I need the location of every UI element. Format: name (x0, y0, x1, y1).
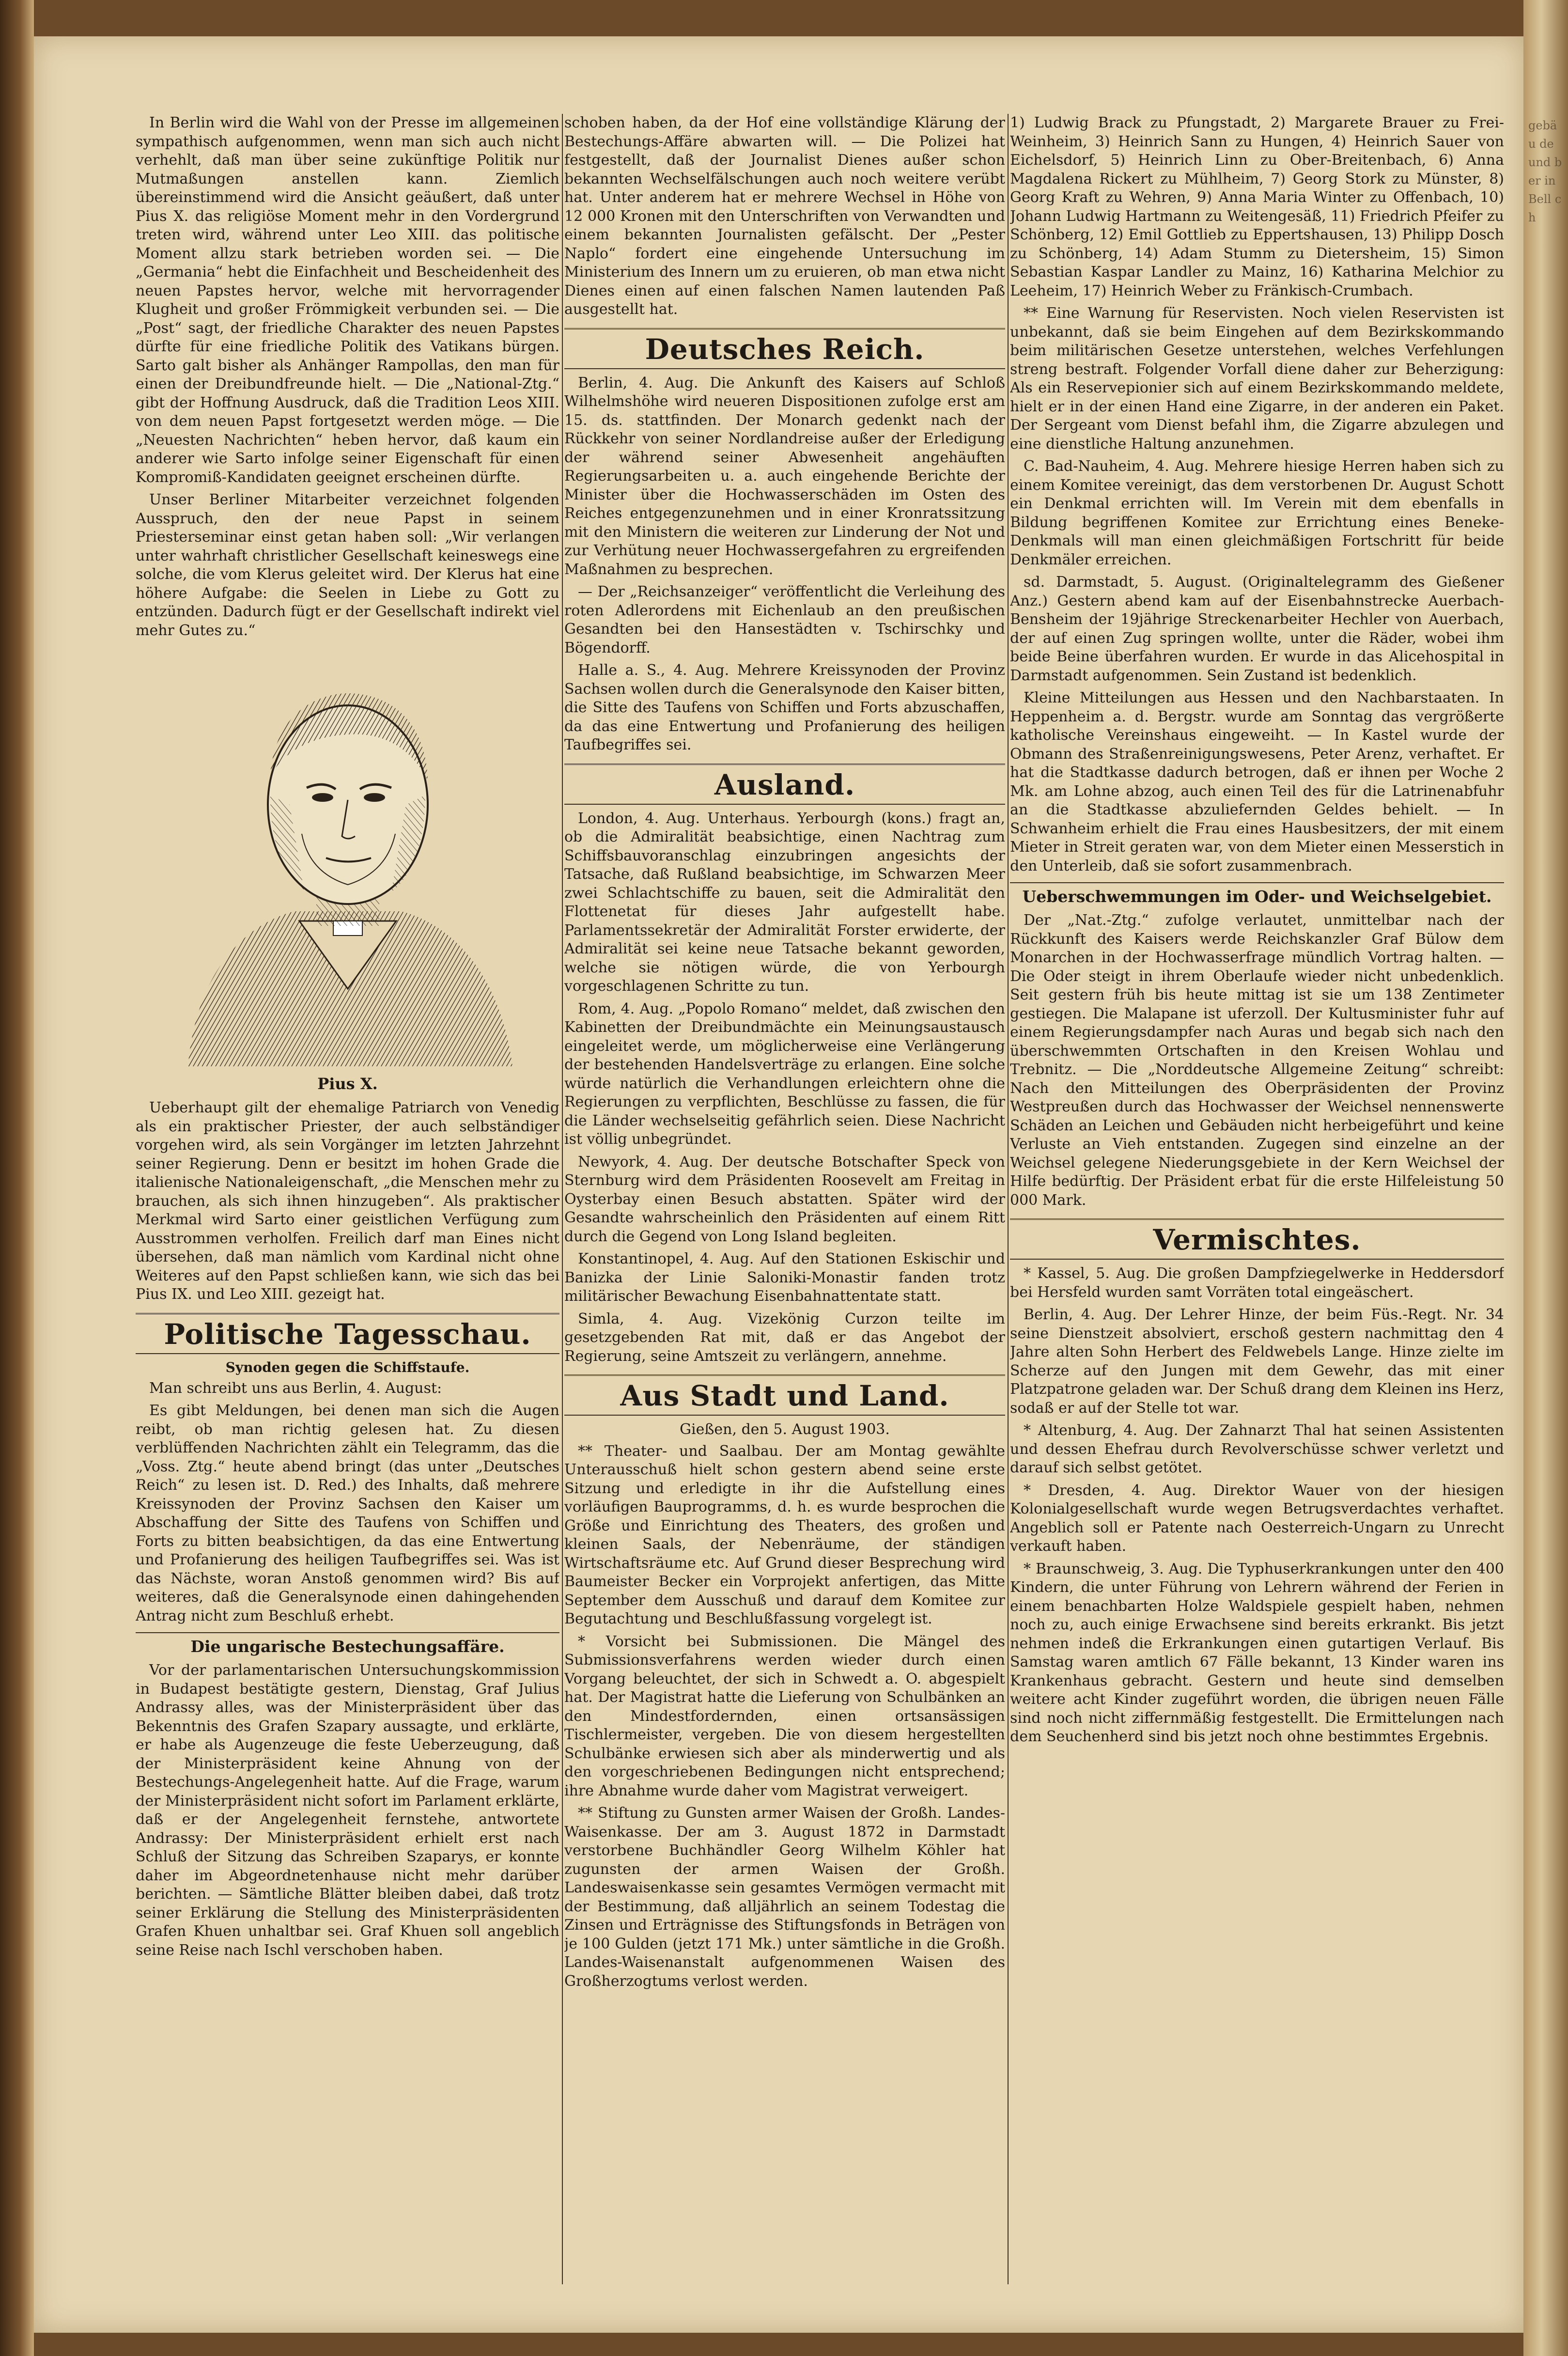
article-braunschweig: * Braunschweig, 3. Aug. Die Typhuserkrankungen unter den 400 Kindern, die unter Führung von Lehrern während der Ferien in einem benachbarten Holze Waldspiele gespielt haben, nehmen noch zu, auch einige Erwachsene sind bereits erkrankt. Bis jetzt nehmen indeß die Erkrankungen einen gutartigen Verlauf. Bis Samstag waren amtlich 67 Fälle bekannt, 13 Kinder waren ins Krankenhaus gebracht. Gestern und heute sind demselben weitere acht Kinder zugeführt worden, die übrigen neuen Fälle sind noch nicht ziffernmäßig festgestellt. Die Ermittelungen nach dem Seuchenherd sind bis jetzt noch ohne bestimmtes Ergebnis. (1010, 1560, 1504, 1745)
article-rom: Rom, 4. Aug. „Popolo Romano“ meldet, daß zwischen den Kabinetten der Dreibundmächte ein Meinungsaustausch eingeleitet werde, um möglicherweise eine Verlängerung der bestehenden Handelsverträge zu erlangen. Eine solche würde natürlich die Verhandlungen erleichtern ohne die Regierungen zu verpflichten, Beschlüsse zu fassen, die für die Länder wechselseitig gefährlich seien. Diese Nachricht ist völlig unbegründet. (564, 1000, 1005, 1148)
article-halle: Halle a. S., 4. Aug. Mehrere Kreissynoden der Provinz Sachsen wollen durch die Generalsynode den Kaiser bitten, die Sitte des Taufens von Schiffen und Forts abzuschaffen, da das eine Entwertung und Profanierung des heiligen Taufbegriffes sei. (564, 662, 1005, 753)
section-heading-ausland: Ausland. (564, 764, 1005, 805)
dateline: Gießen, den 5. August 1903. (680, 1421, 890, 1438)
section-heading-stadt-land: Aus Stadt und Land. (564, 1374, 1005, 1416)
article-london: London, 4. Aug. Unterhaus. Yerbourgh (kons.) fragt an, ob die Admiralität beabsichtige, einen Nachtrag zum Schiffsbauvoranschlag einzubringen angesichts der Tatsache, daß Rußland beabsichtige, im Schwarzen Meer zwei Schlachtschiffe zu bauen, seit die Admiralität den Flottenetat für dieses Jahr aufgestellt habe. Parlamentssekretär der Admiralität Forster erwiderte, der Admiralität sei keine neue Tatsache bekannt geworden, welche sie nötigen würde, die von Yerbourgh vorgeschlagenen Schritte zu tun. (564, 810, 1005, 995)
article-pope-berlin: In Berlin wird die Wahl von der Presse im allgemeinen sympathisch aufgenommen, wenn man sich auch nicht verhehlt, daß man über seine zukünftige Politik nur Mutmaßungen anstellen kann. Ziemlich übereinstimmend wird die Ansicht geäußert, daß unter Pius X. das religiöse Moment mehr in den Vordergrund treten wird, während unter Leo XIII. das politische Moment allzu stark betrieben worden sei. — Die „Germania“ hebt die Einfachheit und Bescheidenheit des neuen Papstes hervor, welche mit hervorragender Klugheit und großer Frömmigkeit verbunden sei. — Die „Post“ sagt, der friedliche Charakter des neuen Papstes dürfte für eine friedliche Politik des Vatikans bürgen. Sarto galt bisher als Anhänger Rampollas, den man für einen der Dreibundfreunde hielt. — Die „National-Ztg.“ gibt der Hoffnung Ausdruck, daß die Tradition Leos XIII. von dem neuen Papst fortgesetzt werden möge. — Die „Neuesten Nachrichten“ heben hervor, daß kaum ein anderer wie Sarto infolge seiner Eigenschaft für einen Kompromiß-Kandidaten geeignet erscheinen dürfte. (136, 114, 559, 486)
article-berlin-hinze: Berlin, 4. Aug. Der Lehrer Hinze, der beim Füs.-Regt. Nr. 34 seine Dienstzeit absolviert, erschoß gestern nachmittag den 4 Jahre alten Sohn Herbert des Feldwebels Lange. Hinze zielte im Scherze auf den Jungen mit dem Gewehr, das mit einer Platzpatrone geladen war. Der Schuß drang dem Kleinen ins Herz, sodaß er auf der Stelle tot war. (1010, 1306, 1504, 1417)
article-hungary-continued: schoben haben, da der Hof eine vollständige Klärung der Bestechungs-Affäre abwarten will. — Die Polizei hat festgestellt, daß der Journalist Dienes außer schon bekannten Wechselfälschungen auch noch weitere verübt hat. Unter anderem hat er mehrere Wechsel in Höhe von 12 000 Kronen mit den Unterschriften von Verwandten und einem bekannten Journalisten gefälscht. Der „Pester Naplo“ fordert eine eingehende Untersuchung im Ministerium des Innern um zu eruieren, ob man etwa nicht Dienes einen auf einen falschen Namen lautenden Paß ausgestellt hat. (564, 114, 1005, 318)
section-heading-reich: Deutsches Reich. (564, 328, 1005, 369)
column-rule-1 (562, 114, 563, 2284)
article-berlin-kaiser: Berlin, 4. Aug. Die Ankunft des Kaisers auf Schloß Wilhelmshöhe wird neueren Dispositionen zufolge erst am 15. ds. stattfinden. Der Monarch gedenkt nach der Rückkehr von seiner Nordlandreise außer der Erledigung der während seiner Abwesenheit angehäuften Regierungsarbeiten u. a. auch eingehende Berichte der Minister über die Hochwasserschäden im Osten des Reiches entgegenzunehmen und in einer Kronratssitzung mit den Ministern die weiteren zur Linderung der Not und zur Verhütung neuer Hochwassergefahren zu ergreifenden Maßnahmen zu besprechen. (564, 374, 1005, 578)
article-altenburg: * Altenburg, 4. Aug. Der Zahnarzt Thal hat seinen Assistenten und dessen Ehefrau durch Revolverschüsse schwer verletzt und darauf sich selbst getötet. (1010, 1422, 1504, 1476)
subheading-synods: Synoden gegen die Schiffstaufe. (225, 1359, 470, 1375)
article-kassel: * Kassel, 5. Aug. Die großen Dampfziegelwerke in Heddersdorf bei Hersfeld wurden samt Vorräten total eingeäschert. (1010, 1265, 1504, 1301)
article-waisen-list: 1) Ludwig Brack zu Pfungstadt, 2) Margarete Brauer zu Frei-Weinheim, 3) Heinrich Sann zu Hungen, 4) Heinrich Sauer von Eichelsdorf, 5) Heinrich Linn zu Ober-Breitenbach, 6) Anna Magdalena Rickert zu Mühlheim, 7) Georg Stork zu Münster, 8) Georg Kraft zu Wehren, 9) Anna Maria Winter zu Offenbach, 10) Johann Ludwig Hartmann zu Weitengesäß, 11) Friedrich Pfeifer zu Schönberg, 12) Emil Gottlieb zu Eppertshausen, 13) Philipp Dosch zu Schönberg, 14) Adam Stumm zu Dietersheim, 15) Simon Sebastian Kaspar Landler zu Mainz, 16) Katharina Melchior zu Leeheim, 17) Heinrich Weber zu Fränkisch-Crumbach. (1010, 114, 1504, 299)
article-hungary-body: Vor der parlamentarischen Untersuchungskommission in Budapest bestätigte gestern, Dienstag, Graf Julius Andrassy alles, was der Ministerpräsident über das Bekenntnis des Grafen Szapary aussagte, und erklärte, er habe als Augenzeuge die feste Ueberzeugung, daß der Ministerpräsident keine Ahnung von der Bestechungs-Angelegenheit hatte. Auf die Frage, warum der Ministerpräsident nicht sofort im Parlament erklärte, daß er der Angelegenheit fernstehe, antwortete Andrassy: Der Ministerpräsident erhielt erst nach Schluß der Sitzung das Schreiben Szaparys, er konnte daher im Abgeordnetenhause nicht mehr darüber berichten. — Sämtliche Blätter bleiben dabei, daß trotz seiner Erklärung die Stellung des Ministerpräsidenten Grafen Khuen unhaltbar sei. Graf Khuen soll angeblich seine Reise nach Ischl verschoben haben. (136, 1662, 559, 1959)
section-heading-politics: Politische Tagesschau. (136, 1313, 559, 1354)
column-rule-2 (1008, 114, 1009, 2284)
article-reservisten: ** Eine Warnung für Reservisten. Noch vielen Reservisten ist unbekannt, daß sie beim Eingehen auf dem Bezirkskommando beim militärischen Gesetze unterstehen, welches Verfehlungen streng bestraft. Folgender Vorfall diene daher zur Beherzigung: Als ein Reservepionier sich auf einem Bezirkskommando meldete, hielt er in der einen Hand eine Zigarre, in der anderen ein Paket. Der Sergeant vom Dienst befahl ihm, die Zigarre abzulegen und eine dienstliche Haltung anzunehmen. (1010, 305, 1504, 452)
adjacent-page-text: gebäu de und ber in Bell ch (1528, 119, 1562, 224)
scan-edge-left (0, 0, 34, 2356)
article-pope-practical: Ueberhaupt gilt der ehemalige Patriarch von Venedig als ein praktischer Priester, der auch selbständiger vorgehen wird, als sein Vorgänger im letzten Jahrzehnt seiner Regierung. Denn er besitzt im hohen Grade die italienische Nationaleigenschaft, „die Menschen mehr zu brauchen, als sich ihnen hinzugeben“. Als praktischer Merkmal wird Sarto einer geistlichen Verfügung zum Ausstrommen verholfen. Freilich darf man Eines nicht übersehen, daß man nämlich vom Kardinal nicht ohne Weiteres auf den Papst schließen kann, wie sich das bei Pius IX. und Leo XIII. gezeigt hat. (136, 1099, 559, 1303)
portrait-caption: Pius X. (317, 1074, 378, 1093)
article-synods-intro: Man schreibt uns aus Berlin, 4. August: (149, 1379, 442, 1397)
article-bad-nauheim: C. Bad-Nauheim, 4. Aug. Mehrere hiesige Herren haben sich zu einem Komitee vereinigt, das dem verstorbenen Dr. August Schott ein Denkmal errichten will. Im Verein mit dem ebenfalls in Bildung begriffenen Komitee zur Errichtung eines Beneke-Denkmals will man einen gleichmäßigen Fortschritt für beide Denkmäler erreichen. (1010, 458, 1504, 568)
pius-x-portrait-illustration (178, 650, 517, 1066)
article-theater: ** Theater- und Saalbau. Der am Montag gewählte Unterausschuß hielt schon gestern abend seine erste Sitzung und erledigte in ihr die Aufstellung eines vorläufigen Bauprogramms, d. h. es wurde besprochen die Größe und Einrichtung des Theaters, des großen und kleinen Saals, der Nebenräume, der ständigen Wirtschaftsräume etc. Auf Grund dieser Besprechung wird Baumeister Becker ein Vorprojekt anfertigen, das Mitte September dem Ausschuß und darauf dem Komitee zur Begutachtung und Beschlußfassung vorgelegt ist. (564, 1442, 1005, 1627)
article-pope-quote: Unser Berliner Mitarbeiter verzeichnet folgenden Ausspruch, den der neue Papst in seinem Priesterseminar einst getan haben soll: „Wir verlangen unter wahrhaft christlicher Gesellschaft keineswegs eine solche, die vom Klerus geleitet wird. Der Klerus hat eine höhere Aufgabe: die Seelen in Liebe zu Gott zu entzünden. Dadurch fügt er der Gesellschaft indirekt viel mehr Gutes zu.“ (136, 491, 559, 639)
article-submissionen: * Vorsicht bei Submissionen. Die Mängel des Submissionsverfahrens werden wieder durch einen Vorgang beleuchtet, der sich in Schwedt a. O. abgespielt hat. Der Magistrat hatte die Lieferung von Schulbänken an den Mindestfordernden, einen ortsansässigen Tischlermeister, vergeben. Die von diesem hergestellten Schulbänke erwiesen sich aber als minderwertig und als den vorgeschriebenen Bedingungen nicht entsprechend; ihre Abnahme wurde daher vom Magistrat verweigert. (564, 1633, 1005, 1799)
article-konstantinopel: Konstantinopel, 4. Aug. Auf den Stationen Eskischir und Banizka der Linie Saloniki-Monastir fanden trotz militärischer Bewachung Eisenbahnattentate statt. (564, 1250, 1005, 1305)
article-newyork: Newyork, 4. Aug. Der deutsche Botschafter Speck von Sternburg wird dem Präsidenten Roosevelt am Freitag in Oysterbay einen Besuch abstatten. Später wird der Gesandte wahrscheinlich den Präsidenten auf einem Ritt durch die Gegend von Long Island begleiten. (564, 1153, 1005, 1245)
column-3 (1010, 114, 1504, 2294)
article-simla: Simla, 4. Aug. Vizekönig Curzon teilte im gesetzgebenden Rat mit, daß er das Angebot der Regierung, seine Amtszeit zu verlängern, annehme. (564, 1310, 1005, 1365)
subheading-hungary: Die ungarische Bestechungsaffäre. (136, 1632, 559, 1657)
article-kleine-mitteilungen: Kleine Mitteilungen aus Hessen und den Nachbarstaaten. In Heppenheim a. d. Bergstr. wurde am Sonntag das vergrößerte katholische Vereinshaus eingeweiht. — In Kastel wurde der Obmann des Straßenreinigungswesens, Peter Arenz, verhaftet. Er hat die Stadtkasse dadurch betrogen, daß er ihnen per Woche 2 Mk. am Lohne abzog, auch einen Teil des für die Latrinenabfuhr an die Stadtkasse abzuliefernden Geldes behielt. — In Schwanheim erhielt die Frau eines Hausbesitzers, der mit einem Mieter in Streit geraten war, von dem Mieter einen Messerstich in den Unterleib, daß sie sofort zusammenbrach. (1010, 689, 1504, 874)
article-stiftung: ** Stiftung zu Gunsten armer Waisen der Großh. Landes-Waisenkasse. Der am 3. August 1872 in Darmstadt verstorbene Buchhändler Georg Wilhelm Köhler hat zugunsten der armen Waisen der Großh. Landeswaisenkasse sein gesamtes Vermögen vermacht mit der Bestimmung, daß alljährlich an seinem Todestag die Zinsen und Erträgnisse des Stiftungsfonds in Beträgen von je 100 Gulden (jetzt 171 Mk.) unter sämtliche in die Großh. Landes-Waisenanstalt aufgenommenen Waisen des Großherzogtums verlost werden. (564, 1805, 1005, 1990)
article-dresden: * Dresden, 4. Aug. Direktor Wauer von der hiesigen Kolonialgesellschaft wurde wegen Betrugsverdachtes verhaftet. Angeblich soll er Patente nach Oesterreich-Ungarn zu Unrecht verkauft haben. (1010, 1482, 1504, 1555)
subheading-flood: Ueberschwemmungen im Oder- und Weichselgebiet. (1010, 882, 1504, 907)
article-synods-body: Es gibt Meldungen, bei denen man sich die Augen reibt, ob man richtig gelesen hat. Zu diesen verblüffenden Nachrichten zählt ein Telegramm, das die „Voss. Ztg.“ heute abend bringt (das unter „Deutsches Reich“ zu lesen ist. D. Red.) des Inhalts, daß mehrere Kreissynoden der Provinz Sachsen den Kaiser um Abschaffung der Sitte des Taufens von Schiffen und Forts zu bitten beabsichtigen, da das eine Entwertung und Profanierung des heiligen Taufbegriffes sei. Was ist das Nächste, woran Anstoß genommen wird? Bis auf weiteres, daß die Generalsynode einen dahingehenden Antrag nicht zum Beschluß erhebt. (136, 1402, 559, 1624)
adjacent-page-edge (1523, 0, 1568, 2356)
article-flood-body: Der „Nat.-Ztg.“ zufolge verlautet, unmittelbar nach der Rückkunft des Kaisers werde Reichskanzler Graf Bülow dem Monarchen in der Hochwasserfrage mündlich Vortrag halten. — Die Oder steigt in ihrem Oberlaufe wieder nicht unbedenklich. Seit gestern früh bis heute mittag ist sie um 138 Zentimeter gestiegen. Die Malapane ist uferzoll. Der Kultusminister fuhr auf einem Regierungsdampfer nach Auras und begab sich nach den überschwemmten Ortschaften in den Kreisen Wohlau und Trebnitz. — Die „Norddeutsche Allgemeine Zeitung“ schreibt: Nach den Mitteilungen des Oberpräsidenten der Provinz Westpreußen durch das Hochwasser der Weichsel nennenswerte Schäden an Leichen und Gebäuden nicht herbeigeführt und keine Verluste an Vieh entstanden. Zugegen sind einzelne an der Weichsel gelegene Niederungsgebiete in der Kern Weichsel der Hilfe bedürftig. Der Präsident erbat für die erste Hilfeleistung 50 000 Mark. (1010, 912, 1504, 1209)
column-2 (564, 114, 1005, 2294)
article-darmstadt: sd. Darmstadt, 5. August. (Originaltelegramm des Gießener Anz.) Gestern abend kam auf der Eisenbahnstrecke Auerbach-Bensheim der 19jährige Streckenarbeiter Hechler von Auerbach, der auf einen Zug springen wollte, unter die Räder, wobei ihm beide Beine überfahren wurden. Er wurde in das Alicehospital in Darmstadt aufgenommen. Sein Zustand ist bedenklich. (1010, 574, 1504, 684)
section-heading-vermischtes: Vermischtes. (1010, 1218, 1504, 1260)
column-1 (136, 114, 559, 2294)
portrait-figure (178, 650, 517, 1093)
article-reichsanzeiger: — Der „Reichsanzeiger“ veröffentlicht die Verleihung des roten Adlerordens mit Eichenlaub an den preußischen Gesandten bei den Hansestädten v. Tschirschky und Bögendorff. (564, 583, 1005, 656)
